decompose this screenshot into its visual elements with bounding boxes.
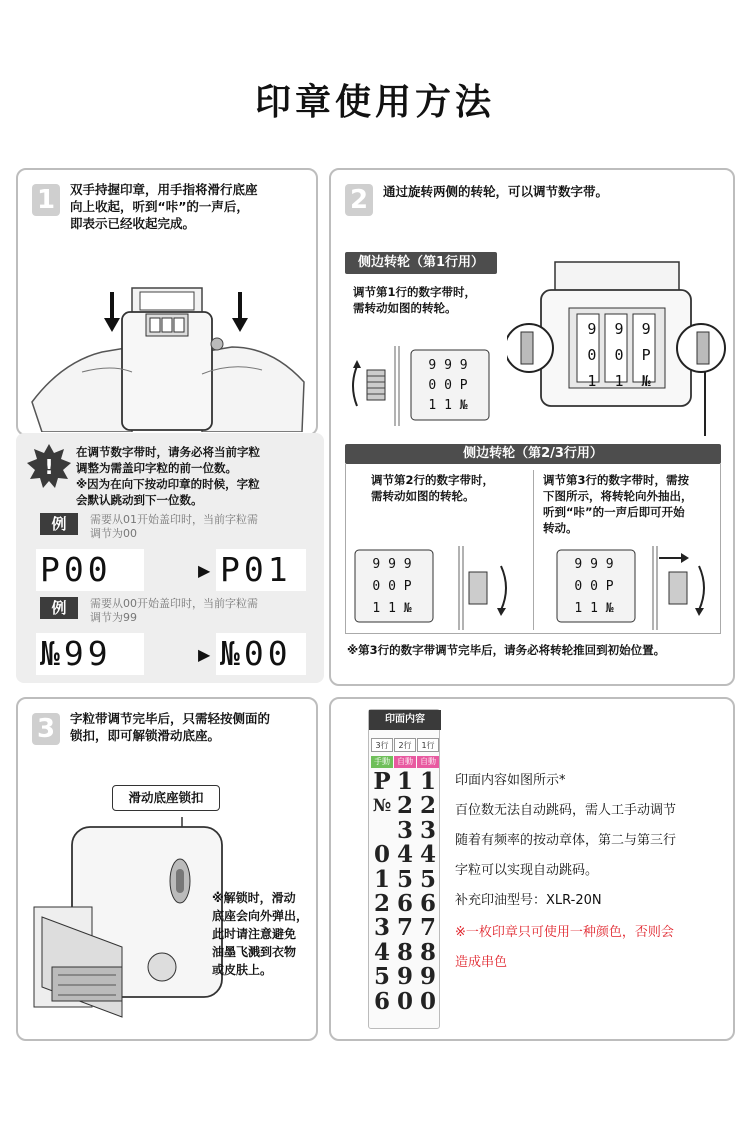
step1-text: 双手持握印章，用手指将滑行底座 向上收起，听到“咔”的一声后， 即表示已经收起完成。 <box>70 182 258 231</box>
example2-from: №99 <box>36 633 144 675</box>
stamp-digit: 4 <box>373 938 390 966</box>
stamp-digit: 0 <box>396 987 413 1015</box>
row1-digit-column <box>417 770 439 1014</box>
stamp-digit: 8 <box>419 938 436 966</box>
step-number: 2 <box>345 184 373 216</box>
stamp-digit: 7 <box>396 914 413 942</box>
stamp-face-header: 印面内容 <box>369 710 441 730</box>
stamp-digit: 5 <box>396 865 413 893</box>
column-header: 1行 <box>417 738 439 752</box>
stamp-digit: 1 <box>373 865 390 893</box>
wheel-row1-digits: 9 9 9 0 0 P 1 1 № <box>428 358 468 413</box>
stamp-digit: 1 <box>396 768 413 795</box>
step2-note: ※第3行的数字带调节完毕后，请务必将转轮推回到初始位置。 <box>347 643 666 657</box>
stamp-digit: 4 <box>396 841 413 869</box>
stamp-head-digits: 9 9 9 0 0 P 1 1 № <box>587 320 651 390</box>
step2-panel <box>329 168 735 686</box>
arrow-icon: ▶ <box>198 561 211 580</box>
info-line: 补充印油型号：XLR-20N <box>455 893 602 908</box>
step3-illustration <box>32 817 232 1037</box>
stamp-digit: 5 <box>419 865 436 893</box>
row2-digit-column <box>394 770 416 1014</box>
stamp-digit: 3 <box>419 816 436 844</box>
warning-icon <box>26 443 72 489</box>
row3-digit-column <box>371 770 393 1014</box>
row3-caption: 调节第3行的数字带时，需按 下图所示，将转轮向外抽出， 听到“咔”的一声后即可开始 转动。 <box>543 473 693 535</box>
side-wheel-row23-header: 侧边转轮（第2/3行用） <box>345 444 721 464</box>
manual-tag: 手動 <box>371 756 393 768</box>
example-label: 例 <box>40 513 78 535</box>
warning-line: ※一枚印章只可使用一种颜色，否则会 <box>455 925 674 940</box>
stamp-digit: 1 <box>419 768 436 795</box>
stamp-digit: 6 <box>373 987 390 1015</box>
stamp-digit: № <box>372 796 392 817</box>
warning-text: 在调节数字带时，请务必将当前字粒 调整为需盖印字粒的前一位数。 ※因为在向下按动印章的时候，字粒 会默认跳动到下一位数。 <box>76 445 260 507</box>
step1-illustration <box>22 252 314 432</box>
example-label: 例 <box>40 597 78 619</box>
info-line: 百位数无法自动跳码，需人工手动调节 <box>455 803 677 818</box>
stamp-digit: 7 <box>419 914 436 942</box>
page-title: 印章使用方法 <box>254 82 495 123</box>
side-wheel-row1-caption: 调节第1行的数字带时， 需转动如图的转轮。 <box>353 285 477 315</box>
stamp-digit: 5 <box>373 963 390 991</box>
column-header: 3行 <box>371 738 393 752</box>
stamp-digit: 3 <box>373 914 390 942</box>
example1-text: 需要从01开始盖印时，当前字粒需 调节为00 <box>90 513 258 540</box>
stamp-digit: 2 <box>373 889 390 917</box>
wheel-row2-digits: 9 9 9 0 0 P 1 1 № <box>372 557 412 616</box>
wheel-row3-digits: 9 9 9 0 0 P 1 1 № <box>574 557 614 616</box>
step3-note: ※解锁时，滑动 底座会向外弹出， 此时请注意避免 油墨飞溅到衣物 或皮肤上。 <box>212 891 309 977</box>
stamp-digit <box>371 819 393 843</box>
warning-panel <box>16 433 324 683</box>
auto-tag: 自動 <box>417 756 439 768</box>
auto-tag: 自動 <box>394 756 416 768</box>
svg-text:!: ! <box>44 455 54 479</box>
stamp-digit: 9 <box>419 963 436 991</box>
info-line: 随着有频率的按动章体，第二与第三行 <box>455 833 677 848</box>
example2-text: 需要从00开始盖印时，当前字粒需 调节为99 <box>90 597 258 624</box>
stamp-digit: 6 <box>396 889 413 917</box>
side-wheel-row1-header: 侧边转轮（第1行用） <box>345 252 497 274</box>
sliding-base-lock-callout: 滑动底座锁扣 <box>112 785 220 811</box>
stamp-digit: 0 <box>419 987 436 1015</box>
stamp-digit: 8 <box>396 938 413 966</box>
step1-panel <box>16 168 318 436</box>
info-line: 字粒可以实现自动跳码。 <box>455 863 599 878</box>
stamp-digit: 2 <box>419 792 436 820</box>
arrow-icon: ▶ <box>198 645 211 664</box>
step2-text: 通过旋转两侧的转轮，可以调节数字带。 <box>383 184 609 199</box>
stamp-digit: 6 <box>419 889 436 917</box>
stamp-digit: 0 <box>373 841 390 869</box>
stamp-digit: 2 <box>396 792 413 820</box>
stamp-digit: 4 <box>419 841 436 869</box>
step-number: 1 <box>32 184 60 216</box>
example1-from: P00 <box>36 549 144 591</box>
stamp-digit: P <box>373 768 391 795</box>
step-number: 3 <box>32 713 60 745</box>
column-header: 2行 <box>394 738 416 752</box>
example1-to: P01 <box>216 549 306 591</box>
step3-panel <box>16 697 318 1041</box>
info-line: 印面内容如图所示* <box>455 773 566 788</box>
row2-caption: 调节第2行的数字带时， 需转动如图的转轮。 <box>371 473 495 503</box>
divider <box>533 470 534 630</box>
stamp-digit: 9 <box>396 963 413 991</box>
example2-to: №00 <box>216 633 306 675</box>
stamp-digit: 3 <box>396 816 413 844</box>
step3-text: 字粒带调节完毕后，只需轻按侧面的 锁扣，即可解锁滑动底座。 <box>70 711 271 743</box>
warning-line: 造成串色 <box>455 955 508 970</box>
stamp-face-card <box>368 709 440 1029</box>
